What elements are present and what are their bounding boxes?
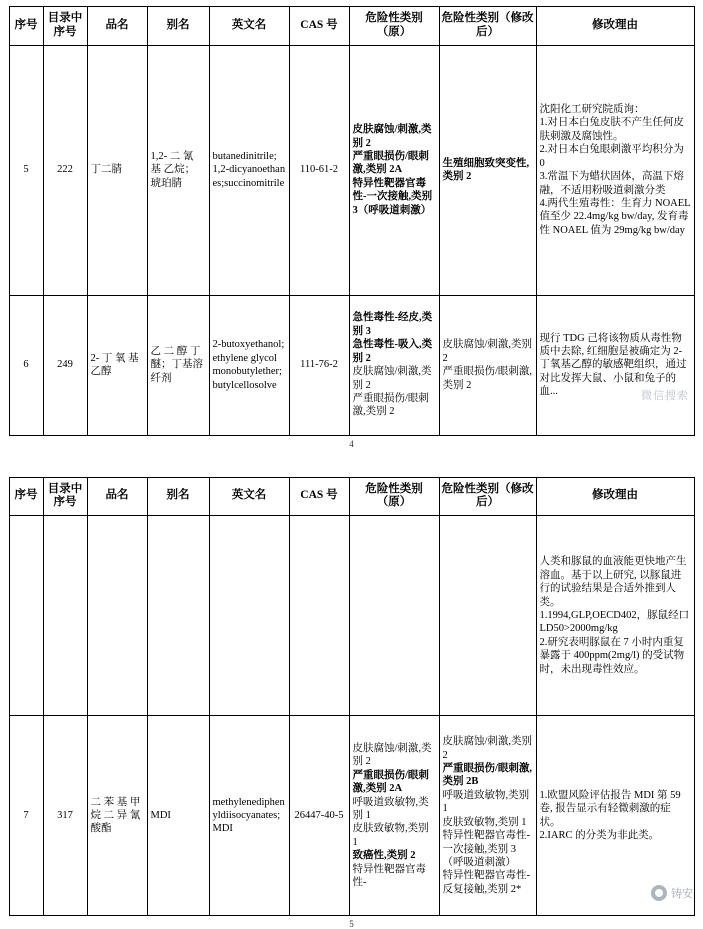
document-page-1 bbox=[0, 0, 703, 449]
cell-cas: 110-61-2 bbox=[289, 45, 349, 295]
cell-hazard-revised bbox=[439, 295, 536, 435]
cell-name: 丁二腈 bbox=[87, 45, 147, 295]
page-separator bbox=[0, 449, 703, 467]
column-header-hazard-original: 危险性类别（原） bbox=[349, 7, 439, 46]
column-header-alias: 别名 bbox=[147, 477, 209, 516]
hazard-line: 生殖细胞致突变性,类别 2 bbox=[442, 157, 530, 183]
hazard-line: 皮肤腐蚀/刺激,类别 2 bbox=[442, 736, 533, 761]
hazard-table-page-1 bbox=[9, 6, 695, 436]
cell-index: 222 bbox=[43, 45, 87, 295]
hazard-line: 致癌性,类别 2 bbox=[352, 850, 416, 862]
page-number-2: 5 bbox=[349, 919, 354, 929]
cell-english bbox=[209, 516, 289, 716]
cell-seq: 7 bbox=[9, 716, 43, 916]
cell-name: 2- 丁 氧 基乙醇 bbox=[87, 295, 147, 435]
hazard-line: 特异性靶器官毒性-反复接触,类别 2* bbox=[442, 870, 530, 895]
cell-hazard-revised bbox=[439, 45, 536, 295]
hazard-table-page-2 bbox=[9, 477, 695, 917]
hazard-line: 严重眼损伤/眼刺激,类别 2 bbox=[442, 366, 533, 391]
column-header-name: 品名 bbox=[87, 7, 147, 46]
column-header-name: 品名 bbox=[87, 477, 147, 516]
cell-seq: 6 bbox=[9, 295, 43, 435]
cell-alias: 1,2- 二 氰 基 乙烷；琥珀腈 bbox=[147, 45, 209, 295]
column-header-seq: 序号 bbox=[9, 7, 43, 46]
hazard-line: 严重眼损伤/眼刺激,类别 2 bbox=[352, 392, 429, 418]
column-header-english: 英文名 bbox=[209, 7, 289, 46]
cell-reason: 人类和豚鼠的血液能更快地产生溶血。基于以上研究, 以豚鼠进行的试验结果是合适外推到人类。 1.1994,GLP,OECD402，豚鼠经口 LD50>2000mg/kg 2.研究表明豚鼠在 7 小时内重复暴露于 400ppm(2mg/l) 的受试物时，未出现毒性效应。 bbox=[536, 516, 694, 716]
cell-english: 2-butoxyethanol;ethylene glycol monobutylether;butylcellosolve bbox=[209, 295, 289, 435]
cell-cas: 26447-40-5 bbox=[289, 716, 349, 916]
cell-seq bbox=[9, 516, 43, 716]
watermark-page-2 bbox=[651, 885, 693, 901]
watermark-page-1: 微信搜索 bbox=[641, 389, 689, 402]
hazard-line: 皮肤致敏物,类别 1 bbox=[442, 816, 527, 828]
cell-hazard-original bbox=[349, 295, 439, 435]
column-header-index: 目录中序号 bbox=[43, 7, 87, 46]
column-header-hazard-original: 危险性类别（原） bbox=[349, 477, 439, 516]
cell-hazard-original bbox=[349, 716, 439, 916]
watermark-logo-icon bbox=[651, 885, 667, 901]
column-header-cas: CAS 号 bbox=[289, 477, 349, 516]
hazard-line: 急性毒性-吸入,类别 2 bbox=[352, 339, 433, 364]
cell-hazard-revised bbox=[439, 716, 536, 916]
hazard-line: 皮肤腐蚀/刺激,类别 2 bbox=[352, 124, 432, 149]
table-row bbox=[9, 516, 694, 716]
cell-reason: 1.欧盟风险评估报告 MDI 第 59 卷, 报告显示有轻微刺激的症状。 2.IARC 的分类为非此类。 bbox=[536, 716, 694, 916]
table-row bbox=[9, 45, 694, 295]
hazard-line: 特异性靶器官毒性- bbox=[352, 863, 426, 889]
hazard-line: 严重眼损伤/眼刺激,类别 2B bbox=[442, 762, 533, 788]
hazard-line: 特异性靶器官毒性-一次接触,类别 3（呼吸道刺激） bbox=[442, 830, 530, 868]
table-row bbox=[9, 716, 694, 916]
watermark-label: 铸安 bbox=[671, 888, 693, 901]
cell-index bbox=[43, 516, 87, 716]
document-page-2 bbox=[0, 467, 703, 929]
column-header-seq: 序号 bbox=[9, 477, 43, 516]
cell-reason: 现行 TDG 己将该物质从毒性物质中去除, 红细胞是被确定为 2-丁氧基乙醇的敏感靶组织，通过对比发挥大鼠、小鼠和兔子的血... bbox=[536, 295, 694, 435]
cell-seq: 5 bbox=[9, 45, 43, 295]
cell-cas: 111-76-2 bbox=[289, 295, 349, 435]
hazard-line: 呼吸道致敏物,类别 1 bbox=[352, 796, 429, 821]
cell-reason: 沈阳化工研究院质询： 1.对日本白兔皮肤不产生任何皮肤刺激及腐蚀性。 2.对日本白兔眼刺激平均积分为 0 3.常温下为蜡状固体，高温下熔融，不适用粉吸道刺激分类 4.两代生殖毒性：生育力 NOAEL 值至少 22.4mg/kg bw/day, 发育毒性 NOAEL 值为 29mg/kg bw/day bbox=[536, 45, 694, 295]
column-header-alias: 别名 bbox=[147, 7, 209, 46]
column-header-hazard-revised: 危险性类别（修改后） bbox=[439, 7, 536, 46]
hazard-line: 皮肤腐蚀/刺激,类别 2 bbox=[442, 339, 533, 364]
column-header-reason: 修改理由 bbox=[536, 7, 694, 46]
table-body-page-2 bbox=[9, 516, 694, 916]
table-header-row bbox=[9, 477, 694, 516]
cell-hazard-revised bbox=[439, 516, 536, 716]
hazard-line: 皮肤腐蚀/刺激,类别 2 bbox=[352, 366, 432, 391]
cell-english: methylenediphenyldiisocyanates;MDI bbox=[209, 716, 289, 916]
column-header-cas: CAS 号 bbox=[289, 7, 349, 46]
cell-hazard-original bbox=[349, 516, 439, 716]
column-header-english: 英文名 bbox=[209, 477, 289, 516]
hazard-line: 呼吸道致敏物,类别 1 bbox=[442, 789, 530, 815]
column-header-reason: 修改理由 bbox=[536, 477, 694, 516]
cell-english: butanedinitrile; 1,2-dicyanoethanes;succinomitrile bbox=[209, 45, 289, 295]
column-header-hazard-revised: 危险性类别（修改后） bbox=[439, 477, 536, 516]
cell-name bbox=[87, 516, 147, 716]
hazard-line: 皮肤致敏物,类别 1 bbox=[352, 823, 429, 848]
cell-alias: MDI bbox=[147, 716, 209, 916]
cell-name: 二 苯 基 甲烷 二 异 氰酸酯 bbox=[87, 716, 147, 916]
table-header-row bbox=[9, 7, 694, 46]
cell-index: 317 bbox=[43, 716, 87, 916]
page-number-1: 4 bbox=[349, 438, 354, 449]
hazard-line: 严重眼损伤/眼刺激,类别 2A bbox=[352, 769, 429, 795]
hazard-line: 严重眼损伤/眼刺激,类别 2A bbox=[352, 150, 429, 176]
cell-alias bbox=[147, 516, 209, 716]
column-header-index: 目录中序号 bbox=[43, 477, 87, 516]
hazard-line: 特异性靶器官毒性-一次接触,类别 3（呼吸道刺激） bbox=[352, 177, 433, 216]
table-row bbox=[9, 295, 694, 435]
hazard-line: 急性毒性-经皮,类别 3 bbox=[352, 312, 433, 337]
cell-index: 249 bbox=[43, 295, 87, 435]
cell-hazard-original bbox=[349, 45, 439, 295]
cell-cas bbox=[289, 516, 349, 716]
table-body-page-1 bbox=[9, 45, 694, 435]
hazard-line: 皮肤腐蚀/刺激,类别 2 bbox=[352, 742, 432, 768]
cell-alias: 乙 二 醇 丁醚；丁基溶纤剂 bbox=[147, 295, 209, 435]
